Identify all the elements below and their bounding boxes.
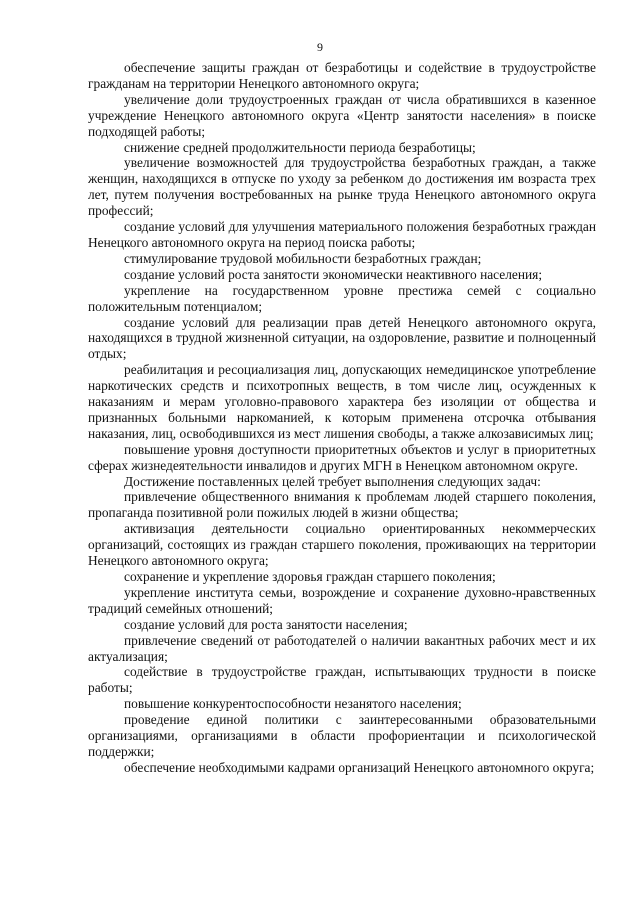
paragraph: создание условий для роста занятости населения;: [124, 616, 408, 632]
document-body: [88, 60, 596, 776]
paragraph: обеспечение необходимыми кадрами организаций Ненецкого автономного округа;: [124, 759, 595, 775]
paragraph: проведение единой политики с заинтересованными образовательными организациями, организациями в области профориентации и психологической поддержки;: [88, 712, 596, 759]
paragraph: укрепление института семьи, возрождение и сохранение духовно-нравственных традиций семейных отношений;: [88, 584, 596, 616]
paragraph: создание условий роста занятости экономически неактивного населения;: [124, 266, 543, 282]
paragraph: создание условий для улучшения материального положения безработных граждан Ненецкого автономного округа на период поиска работы;: [88, 219, 596, 250]
paragraph: сохранение и укрепление здоровья граждан старшего поколения;: [124, 569, 496, 584]
paragraph: увеличение возможностей для трудоустройства безработных граждан, а также женщин, находящихся в отпуске по уходу за ребенком до достижения им возраста трех лет, путем получения востребованных на рынке труда Ненецкого автономного округа профессий;: [88, 155, 596, 219]
paragraph: укрепление на государственном уровне престижа семей с социально положительным потенциалом;: [88, 282, 596, 314]
paragraph: содействие в трудоустройстве граждан, испытывающих трудности в поиске работы;: [88, 664, 596, 696]
paragraph: привлечение общественного внимания к проблемам людей старшего поколения, пропаганда позитивной роли пожилых людей в жизни общества;: [88, 489, 596, 521]
paragraph: снижение средней продолжительности периода безработицы;: [124, 139, 476, 155]
paragraph: Достижение поставленных целей требует выполнения следующих задач:: [124, 473, 541, 489]
paragraph: создание условий для реализации прав детей Ненецкого автономного округа, находящихся в трудной жизненной ситуации, на оздоровление, развитие и полноценный отдых;: [88, 314, 596, 362]
paragraph: обеспечение защиты граждан от безработицы и содействие в трудоустройстве гражданам на территории Ненецкого автономного округа;: [88, 60, 596, 91]
paragraph: повышение конкурентоспособности незанятого населения;: [124, 696, 462, 712]
paragraph: стимулирование трудовой мобильности безработных граждан;: [124, 250, 482, 266]
paragraph: повышение уровня доступности приоритетных объектов и услуг в приоритетных сферах жизнедеятельности инвалидов и других МГН в Ненецком автономном округе.: [88, 441, 596, 473]
paragraph: увеличение доли трудоустроенных граждан от числа обратившихся в казенное учреждение Ненецкого автономного округа «Центр занятости населения» в поиске подходящей работы;: [88, 91, 596, 139]
paragraph: реабилитация и ресоциализация лиц, допускающих немедицинское употребление наркотических средств и психотропных веществ, в том числе лиц, осужденных к наказаниям и мерам уголовно-правового характера без изоляции от общества и признанных больными наркоманией, к которым применена отсрочка отбывания наказания, лиц, освободившихся из мест лишения свободы, а также алкозависимых лиц;: [88, 362, 596, 441]
page-number: 9: [317, 40, 323, 54]
paragraph: привлечение сведений от работодателей о наличии вакантных рабочих мест и их актуализация;: [88, 632, 596, 664]
paragraph: активизация деятельности социально ориентированных некоммерческих организаций, состоящих из граждан старшего поколения, проживающих на территории Ненецкого автономного округа;: [88, 521, 596, 569]
